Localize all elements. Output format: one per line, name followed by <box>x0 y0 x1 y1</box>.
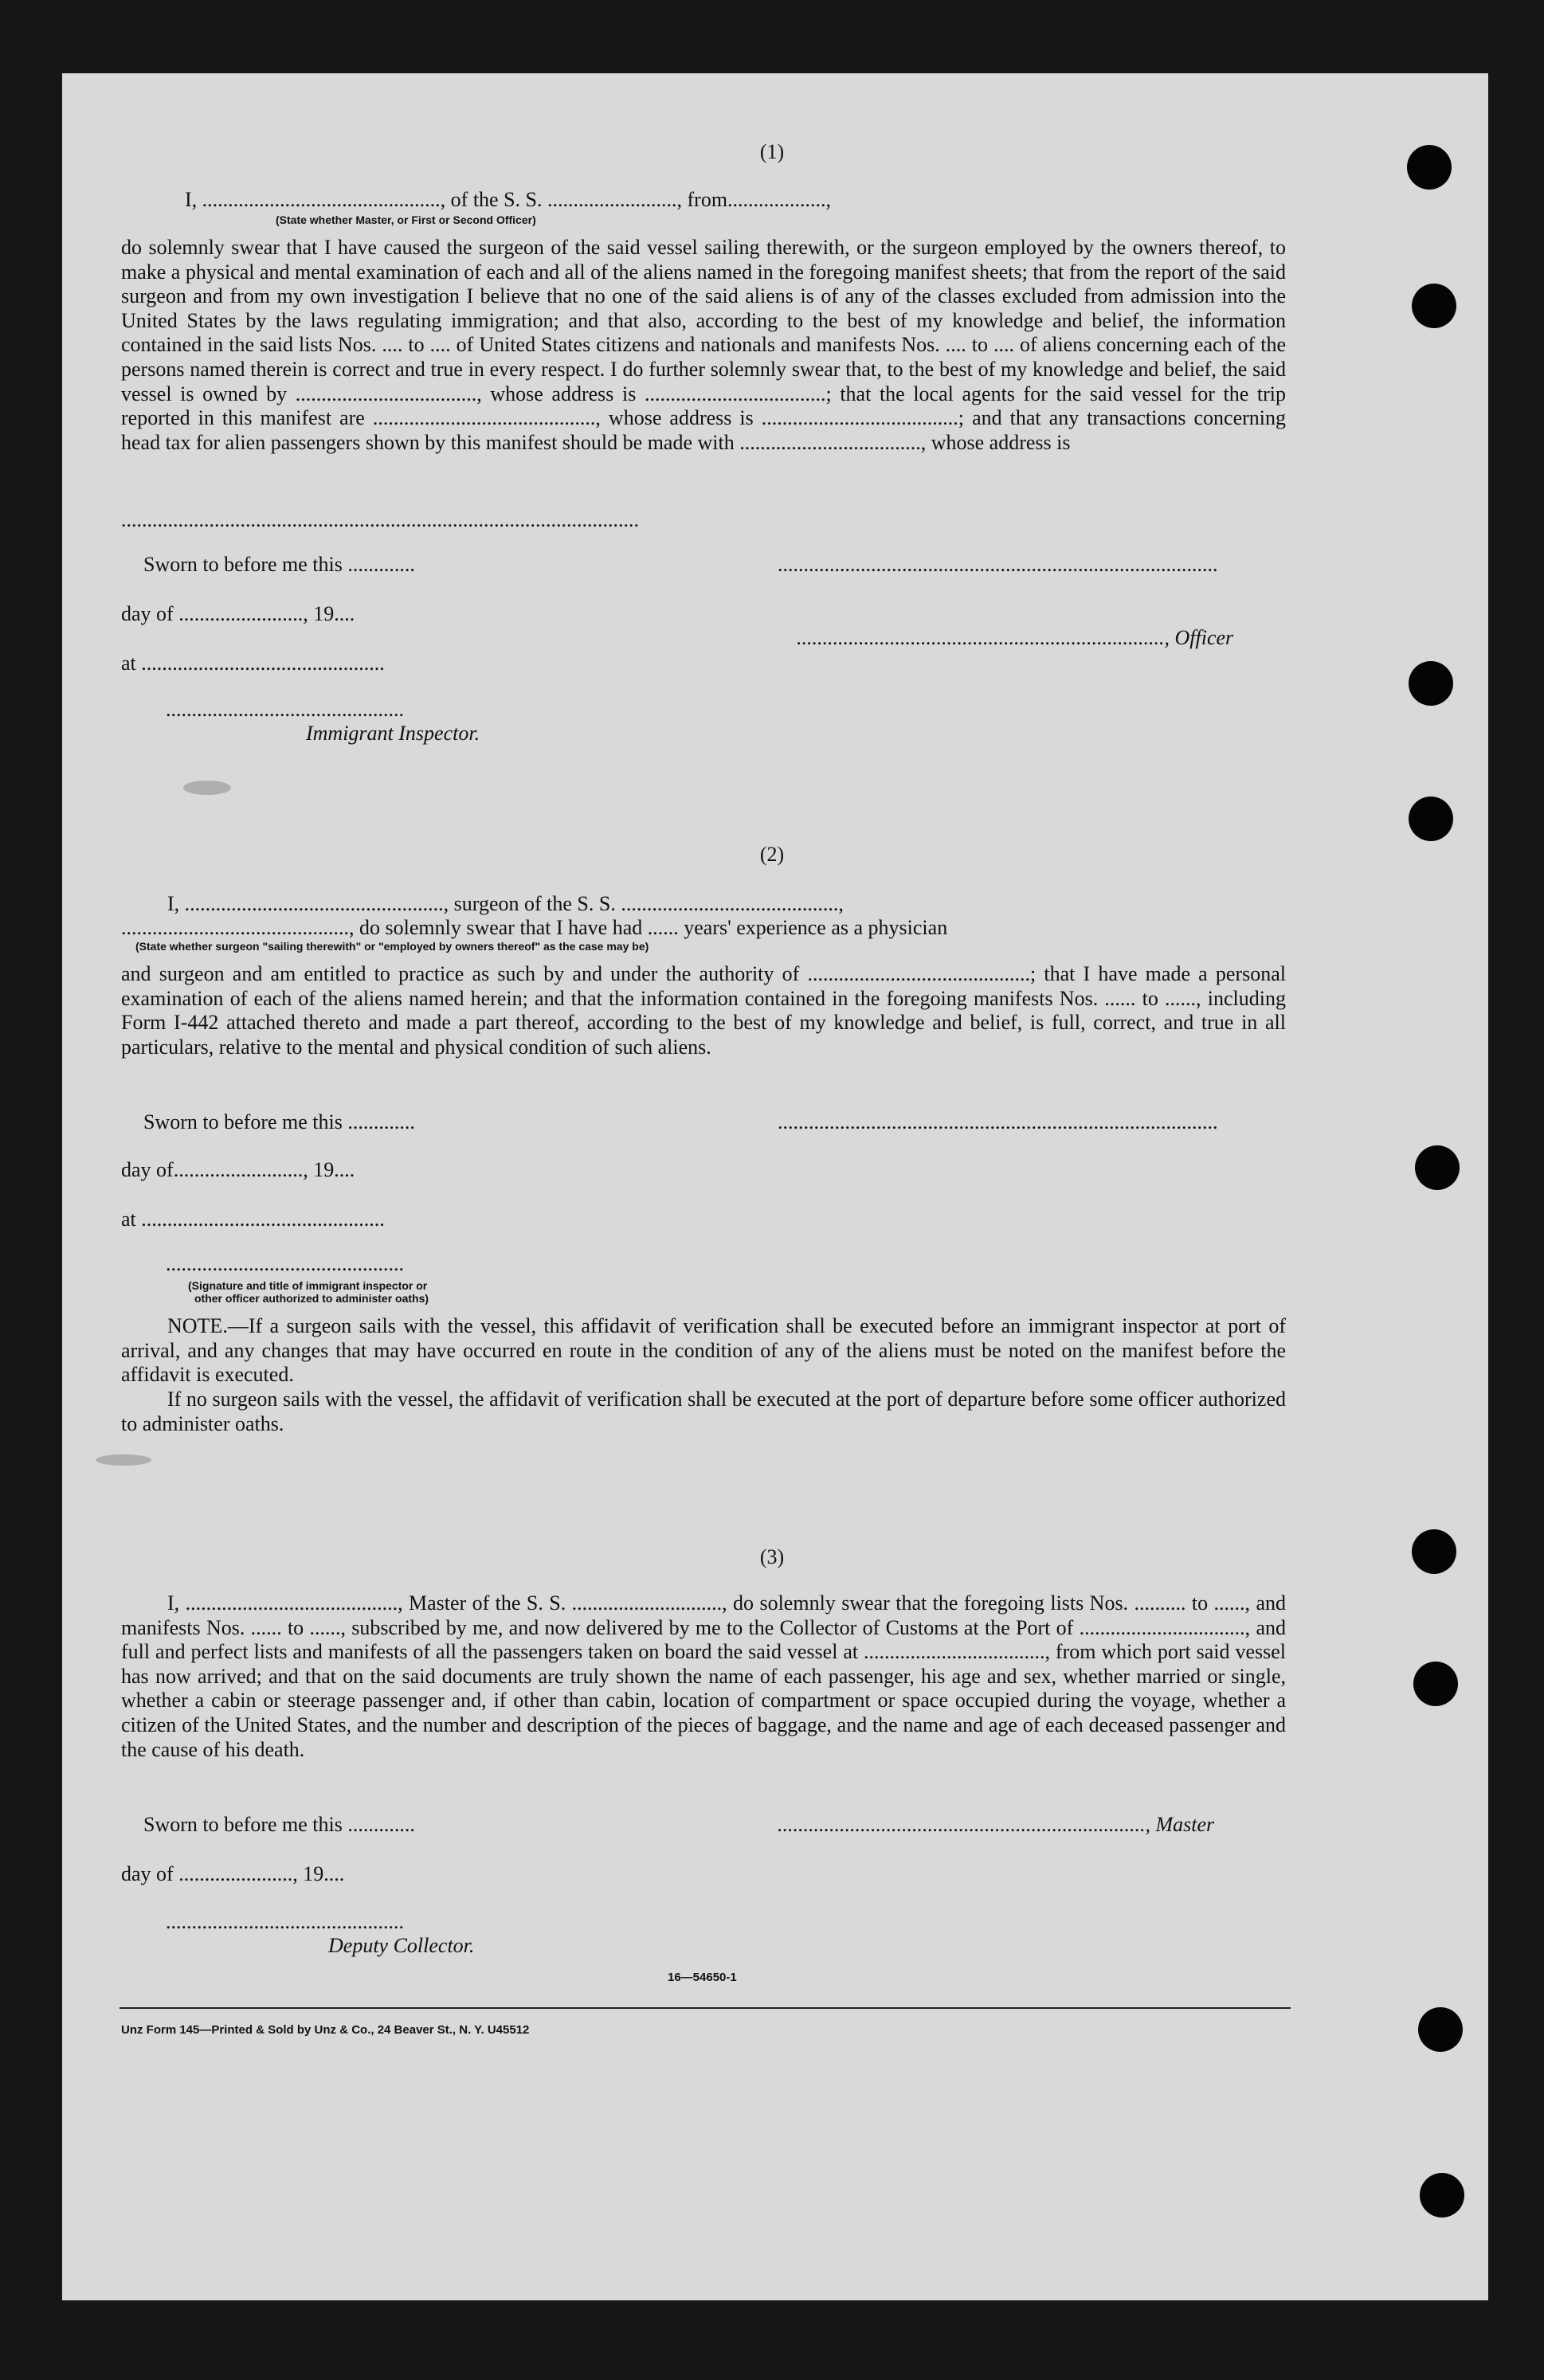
section-1-line1: I, .............................................., of the S. S. ........................., from..................., <box>185 188 832 211</box>
section-2-note-2: If no surgeon sails with the vessel, the affidavit of verification shall be executed at the port of departure before some officer authorized to administer oaths. <box>121 1388 1286 1435</box>
binder-hole <box>1420 2173 1464 2218</box>
section-2-line2-note: (State whether surgeon "sailing therewith" or "employed by owners thereof" as the case may be) <box>135 940 649 953</box>
binder-hole <box>1412 284 1456 328</box>
section-3-signature-dots: .............................................. <box>166 1910 404 1933</box>
section-1-signature-title: Immigrant Inspector. <box>306 722 480 745</box>
section-2-day-of: day of........................., 19.... <box>121 1158 355 1181</box>
ink-smudge <box>183 781 231 795</box>
binder-hole <box>1409 661 1453 706</box>
section-3-signature-title: Deputy Collector. <box>328 1934 475 1957</box>
section-1-signature-dots: .............................................. <box>166 698 404 721</box>
section-3-sworn: Sworn to before me this ............. <box>143 1813 415 1836</box>
section-3-body: I, ........................................., Master of the S. S. ............................., do solemnly swear that the foregoing lists Nos. .......... to ......, and manifests Nos. ...... to ......, subscribed by me, and now delivered by me to the Collector of Customs at the Port of ................................, and full and perfect lists and manifests of all the passengers taken on board the said vessel at ..................................., from which port said vessel has now arrived; and that on the said documents are truly shown the name of each passenger, his age and sex, whether married or single, whether a cabin or steerage passenger and, if other than cabin, location of compartment or space occupied during the voyage, whether a citizen of the United States, and the number and description of the pieces of baggage, and the name and age of each deceased passenger and the cause of his death. <box>121 1591 1286 1761</box>
ink-smudge <box>96 1454 151 1466</box>
section-2-sworn: Sworn to before me this ............. <box>143 1110 415 1133</box>
section-1-at: at ............................................... <box>121 652 385 675</box>
section-1-sworn-signature: ..................................................................................... <box>778 553 1218 576</box>
section-2-note-1: NOTE.—If a surgeon sails with the vessel, this affidavit of verification shall be executed before an immigrant inspector at port of arrival, and any changes that may have occurred en route in the condition of any of the aliens must be noted on the manifest before the affidavit is executed. <box>121 1314 1286 1387</box>
section-3-number: (3) <box>759 1545 785 1568</box>
footer-rule <box>120 2007 1291 2009</box>
binder-hole <box>1415 1145 1460 1190</box>
section-2-body: and surgeon and am entitled to practice as such by and under the authority of ...........................................; that I have made a personal examination of each of the aliens named herein; and that the information contained in the foregoing manifests Nos. ...... to ......, including Form I-442 attached thereto and made a part thereof, according to the best of my knowledge and belief, is full, correct, and true in all particulars, relative to the mental and physical condition of such aliens. <box>121 962 1286 1059</box>
section-2-signature-dots: .............................................. <box>166 1252 404 1275</box>
section-1-sworn: Sworn to before me this ............. <box>143 553 415 576</box>
section-1-dots-line: .................................................................................................... <box>121 508 639 531</box>
section-3-master: ......................................................................., Master <box>778 1813 1215 1836</box>
printer-line: Unz Form 145—Printed & Sold by Unz & Co., 24 Beaver St., N. Y. U45512 <box>121 2023 530 2037</box>
binder-hole <box>1409 797 1453 841</box>
section-2-line1: I, .................................................., surgeon of the S. S. .........................................., <box>167 892 844 915</box>
section-2-line2: ............................................, do solemnly swear that I have had ...... years' experience as a physician <box>121 916 948 939</box>
section-2-number: (2) <box>759 843 785 866</box>
binder-hole <box>1418 2007 1463 2052</box>
section-2-sworn-signature: ..................................................................................... <box>778 1110 1218 1133</box>
section-2-signature-note-1: (Signature and title of immigrant inspector or <box>188 1279 428 1292</box>
binder-hole <box>1413 1662 1458 1706</box>
form-code: 16—54650-1 <box>668 1971 737 1984</box>
section-3-day-of: day of ......................, 19.... <box>121 1862 345 1885</box>
section-1-line1-note: (State whether Master, or First or Second Officer) <box>276 213 536 226</box>
section-2-at: at ............................................... <box>121 1208 385 1231</box>
section-1-day-of: day of ........................, 19.... <box>121 602 355 625</box>
section-1-number: (1) <box>759 140 785 163</box>
section-2-signature-note-2: other officer authorized to administer oaths) <box>194 1292 429 1305</box>
section-1-body: do solemnly swear that I have caused the surgeon of the said vessel sailing therewith, or the surgeon employed by the owners thereof, to make a physical and mental examination of each and all of the aliens named in the foregoing manifest sheets; that from the report of the said surgeon and from my own investigation I believe that no one of the said aliens is of any of the classes excluded from admission into the United States by the laws regulating immigration; and that also, according to the best of my knowledge and belief, the information contained in the said lists Nos. .... to .... of United States citizens and nationals and manifests Nos. .... to .... of aliens concerning each of the persons named therein is correct and true in every respect. I do further solemnly swear that, to the best of my knowledge and belief, the said vessel is owned by ..................................., whose address is ...................................; that the local agents for the said vessel for the trip reported in this manifest are ..........................................., whose address is ......................................; and that any transactions concerning head tax for alien passengers shown by this manifest should be made with ..................................., whose address is <box>121 236 1286 454</box>
section-1-officer: ......................................................................., Officer <box>797 626 1234 649</box>
